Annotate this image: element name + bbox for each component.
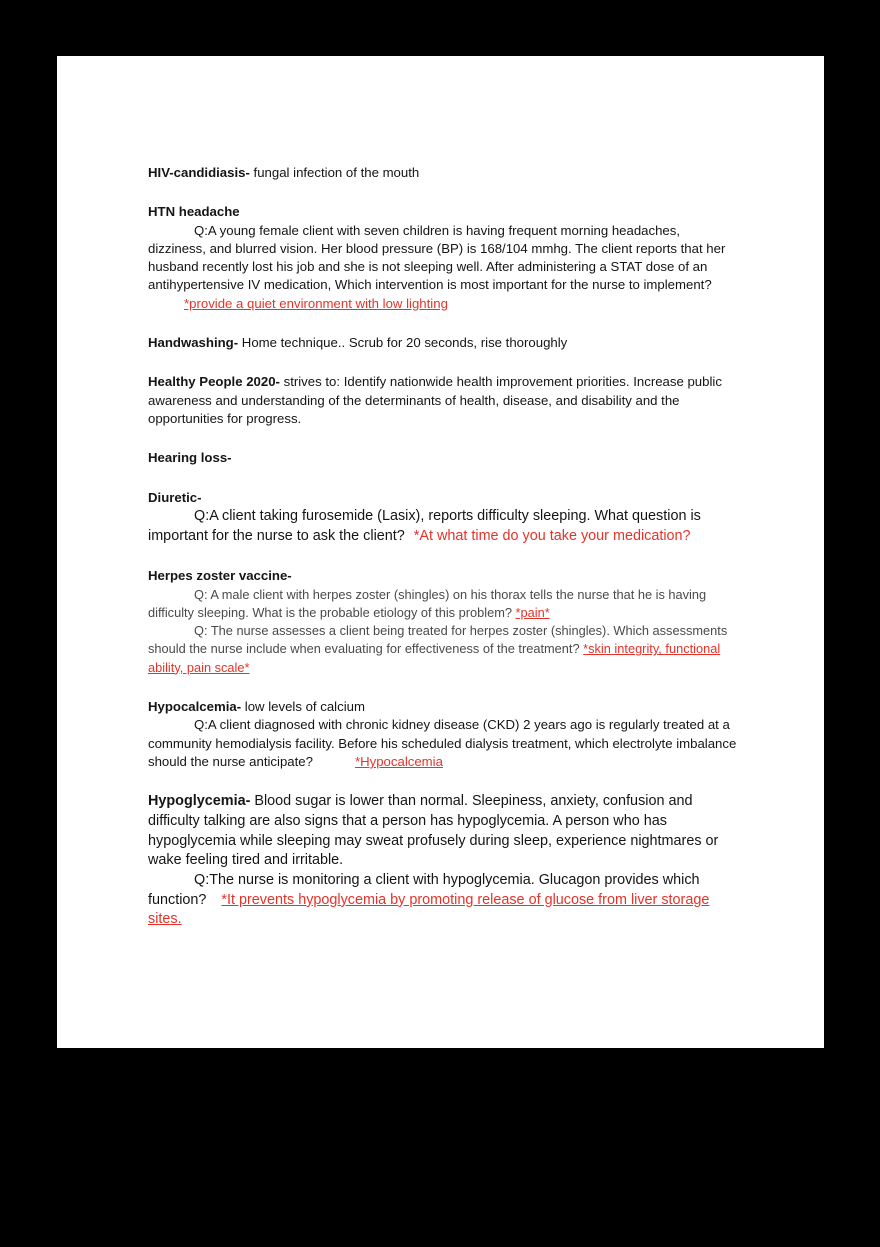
entry-diuretic [148, 489, 739, 547]
question-text: Q:A young female client with seven children is having frequent morning headaches, dizziness, and blurred vision. Her blood pressure (BP) is 168/104 mmhg. The client reports that her husband recently lost his job and she is not sleeping well. After administering a STAT dose of an antihypertensive IV medication, Which intervention is most important for the nurse to implement? [148, 222, 726, 293]
question-text: Q:A client taking furosemide (Lasix), reports difficulty sleeping. What question is important for the nurse to ask the client? [148, 507, 701, 544]
definition-text: fungal infection of the mouth [249, 165, 420, 180]
entry-hypocalcemia [148, 698, 739, 771]
question-paragraph [148, 716, 739, 771]
term-hearing-loss: Hearing loss- [148, 450, 232, 466]
entry-handwashing [148, 334, 739, 352]
entry-hypoglycemia [148, 792, 739, 930]
definition-paragraph [148, 373, 739, 428]
answer-text: *Hypocalcemia [354, 753, 443, 769]
entry-herpes-zoster-vaccine [148, 567, 739, 677]
question-text: Q:A client diagnosed with chronic kidney disease (CKD) 2 years ago is regularly treated at a community hemodialysis facility. Before his scheduled dialysis treatment, which electrolyte imbalance should the nurse anticipate? [148, 717, 737, 769]
entry-hiv-candidiasis [148, 164, 739, 182]
definition-text: low levels of calcium [241, 699, 365, 715]
term-hypoglycemia: Hypoglycemia- [148, 793, 251, 810]
answer-text: *provide a quiet environment with low lighting [184, 295, 448, 311]
term-handwashing: Handwashing- [148, 335, 239, 351]
section-heading [148, 489, 739, 507]
term-diuretic: Diuretic- [148, 489, 202, 505]
definition-text: Home technique.. Scrub for 20 seconds, rise thoroughly [238, 335, 568, 351]
answer-text: *At what time do you take your medication? [413, 527, 691, 544]
definition-line [148, 334, 739, 352]
section-heading [148, 203, 739, 221]
definition-text: strives to: Identify nationwide health improvement priorities. Increase public awareness and understanding of the determinants of health, disease, and disability and the opportunities for progress. [148, 374, 722, 426]
entry-hearing-loss [148, 449, 739, 467]
question-paragraph [148, 507, 739, 546]
answer-text: *skin integrity, functional ability, pain scale* [148, 641, 721, 675]
term-hiv-candidiasis: HIV-candidiasis- [148, 165, 250, 180]
question-paragraph-1 [148, 586, 739, 623]
term-herpes-zoster-vaccine: Herpes zoster vaccine- [148, 568, 292, 584]
section-heading [148, 567, 739, 585]
question-paragraph [148, 222, 739, 313]
question-paragraph [148, 871, 739, 930]
definition-line [148, 164, 739, 182]
question-text: Q:The nurse is monitoring a client with hypoglycemia. Glucagon provides which function? [148, 872, 700, 908]
document-page [57, 56, 824, 1048]
answer-text: *pain* [515, 604, 550, 620]
question-paragraph-2 [148, 622, 739, 677]
question-text: Q: A male client with herpes zoster (shingles) on his thorax tells the nurse that he is having difficulty sleeping. What is the probable etiology of this problem? [148, 586, 707, 620]
answer-text: *It prevents hypoglycemia by promoting release of glucose from liver storage sites. [148, 891, 710, 928]
page-content [57, 56, 824, 930]
entry-htn-headache [148, 203, 739, 313]
question-text: Q: The nurse assesses a client being treated for herpes zoster (shingles). Which assessments should the nurse include when evaluating for effectiveness of the treatment? [148, 623, 728, 657]
definition-line [148, 698, 739, 716]
term-htn-headache: HTN headache [148, 204, 240, 220]
definition-text: Blood sugar is lower than normal. Sleepiness, anxiety, confusion and difficulty talking are also signs that a person has hypoglycemia. A person who has hypoglycemia while sleeping may sweat profusely during sleep, experience nightmares or wake feeling tired and irritable. [148, 793, 719, 869]
entry-healthy-people-2020 [148, 373, 739, 428]
term-hypocalcemia: Hypocalcemia- [148, 699, 242, 715]
definition-paragraph [148, 792, 739, 871]
section-heading [148, 449, 739, 467]
term-healthy-people-2020: Healthy People 2020- [148, 374, 280, 390]
